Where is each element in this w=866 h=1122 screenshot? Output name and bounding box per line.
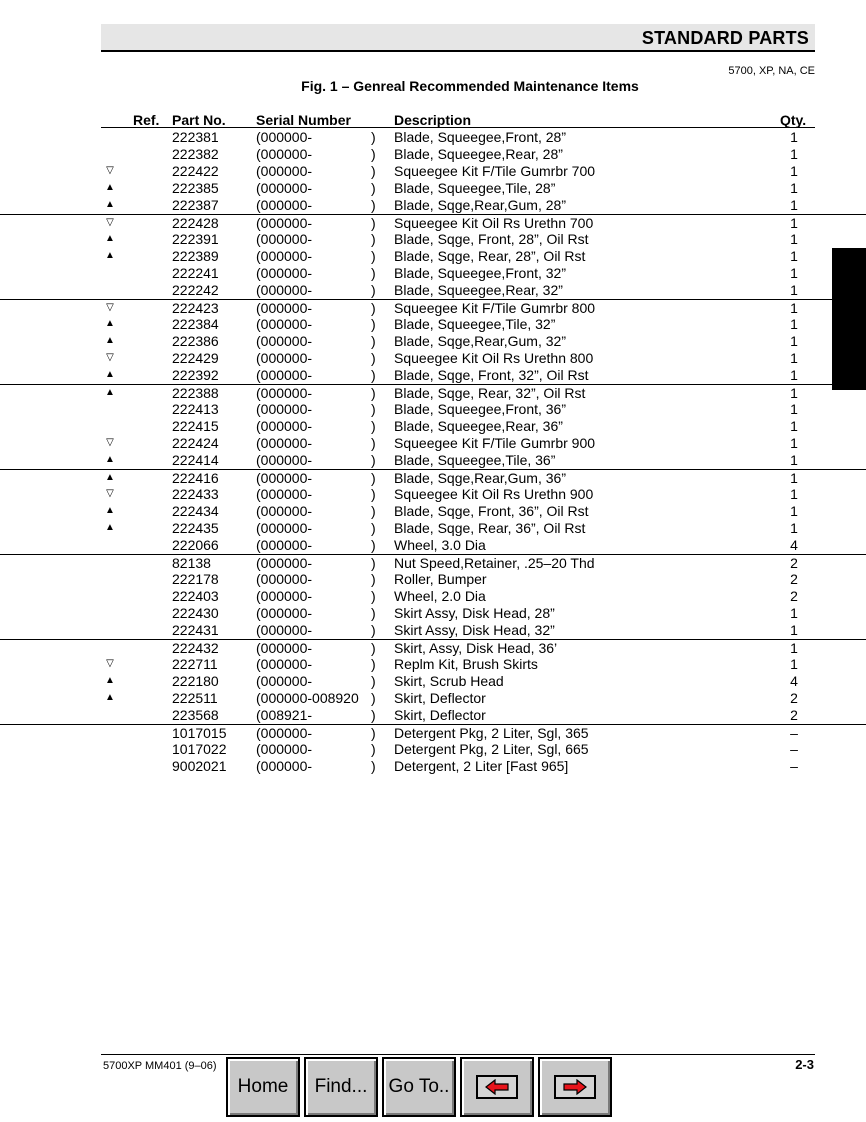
serial-number: (000000- <box>256 520 313 536</box>
description: Blade, Squeegee,Tile, 36” <box>394 452 556 468</box>
serial-number: (000000- <box>256 656 313 672</box>
model-tag: 5700, XP, NA, CE <box>728 65 815 77</box>
serial-close: ) <box>371 146 376 162</box>
footer-rule <box>101 1054 815 1055</box>
ref-marker: ▲ <box>105 182 115 193</box>
serial-close: ) <box>371 367 376 383</box>
part-number: 9002021 <box>172 758 227 774</box>
description: Squeegee Kit F/Tile Gumrbr 900 <box>394 435 596 451</box>
part-number: 222242 <box>172 282 219 298</box>
ref-marker: ▲ <box>105 505 115 516</box>
serial-close: ) <box>371 622 376 638</box>
ref-marker: ▽ <box>106 217 114 228</box>
serial-number: (000000- <box>256 129 313 145</box>
description: Blade, Sqge,Rear,Gum, 36” <box>394 470 566 486</box>
col-header-serial: Serial Number <box>256 112 351 128</box>
quantity: 1 <box>790 605 798 621</box>
quantity: 1 <box>790 401 798 417</box>
table-row <box>0 299 866 316</box>
part-number: 222414 <box>172 452 219 468</box>
table-row <box>0 469 866 486</box>
serial-number: (000000- <box>256 333 313 349</box>
quantity: 2 <box>790 571 798 587</box>
description: Blade, Sqge, Rear, 28”, Oil Rst <box>394 248 586 264</box>
quantity: 1 <box>790 163 798 179</box>
serial-close: ) <box>371 231 376 247</box>
description: Blade, Squeegee,Rear, 36” <box>394 418 563 434</box>
part-number: 222432 <box>172 640 219 656</box>
quantity: 1 <box>790 146 798 162</box>
table-row <box>0 588 866 605</box>
quantity: 2 <box>790 707 798 723</box>
quantity: 1 <box>790 197 798 213</box>
table-row <box>0 605 866 622</box>
nav-bar <box>226 1057 616 1121</box>
serial-number: (000000- <box>256 435 313 451</box>
quantity: 1 <box>790 333 798 349</box>
serial-number: (000000- <box>256 640 313 656</box>
quantity: 1 <box>790 350 798 366</box>
part-number: 222430 <box>172 605 219 621</box>
serial-close: ) <box>371 605 376 621</box>
table-row <box>0 129 866 146</box>
serial-number: (000000- <box>256 486 313 502</box>
quantity: 2 <box>790 588 798 604</box>
description: Squeegee Kit Oil Rs Urethn 900 <box>394 486 594 502</box>
quantity: – <box>790 725 798 741</box>
part-number: 222416 <box>172 470 219 486</box>
find-button[interactable]: Find... <box>304 1057 378 1117</box>
serial-close: ) <box>371 656 376 672</box>
serial-number: (000000- <box>256 197 313 213</box>
ref-marker: ▽ <box>106 488 114 499</box>
description: Blade, Sqge,Rear,Gum, 32” <box>394 333 566 349</box>
description: Replm Kit, Brush Skirts <box>394 656 538 672</box>
description: Blade, Sqge, Rear, 32”, Oil Rst <box>394 385 586 401</box>
quantity: 1 <box>790 622 798 638</box>
left-arrow-icon <box>476 1075 518 1099</box>
part-number: 222428 <box>172 215 219 231</box>
table-row <box>0 554 866 571</box>
serial-number: (000000- <box>256 265 313 281</box>
description: Squeegee Kit F/Tile Gumrbr 800 <box>394 300 596 316</box>
quantity: 1 <box>790 300 798 316</box>
description: Blade, Squeegee,Tile, 32” <box>394 316 556 332</box>
serial-close: ) <box>371 350 376 366</box>
table-row <box>0 163 866 180</box>
col-header-description: Description <box>394 112 472 128</box>
part-number: 222511 <box>172 690 218 706</box>
part-number: 222435 <box>172 520 219 536</box>
serial-close: ) <box>371 300 376 316</box>
serial-close: ) <box>371 520 376 536</box>
quantity: – <box>790 741 798 757</box>
quantity: 1 <box>790 231 798 247</box>
figure-title: Fig. 1 – Genreal Recommended Maintenance Items <box>301 78 639 94</box>
serial-close: ) <box>371 248 376 264</box>
table-row <box>0 282 866 299</box>
serial-number: (000000- <box>256 725 313 741</box>
serial-number: (000000- <box>256 350 313 366</box>
quantity: 1 <box>790 316 798 332</box>
description: Blade, Sqge, Rear, 36”, Oil Rst <box>394 520 586 536</box>
part-number: 222429 <box>172 350 219 366</box>
part-number: 222387 <box>172 197 219 213</box>
description: Wheel, 2.0 Dia <box>394 588 486 604</box>
serial-number: (000000- <box>256 605 313 621</box>
description: Blade, Squeegee,Rear, 32” <box>394 282 563 298</box>
table-row <box>0 571 866 588</box>
ref-marker: ▲ <box>105 318 115 329</box>
description: Blade, Sqge, Front, 28”, Oil Rst <box>394 231 589 247</box>
description: Detergent, 2 Liter [Fast 965] <box>394 758 569 774</box>
serial-number: (000000- <box>256 673 313 689</box>
table-row <box>0 520 866 537</box>
serial-number: (000000- <box>256 588 313 604</box>
serial-number: (000000- <box>256 452 313 468</box>
ref-marker: ▲ <box>105 692 115 703</box>
parts-table <box>0 129 866 775</box>
serial-close: ) <box>371 486 376 502</box>
serial-number: (000000- <box>256 741 313 757</box>
ref-marker: ▽ <box>106 658 114 669</box>
serial-number: (000000- <box>256 180 313 196</box>
serial-close: ) <box>371 470 376 486</box>
quantity: 1 <box>790 486 798 502</box>
part-number: 222241 <box>172 265 219 281</box>
serial-close: ) <box>371 640 376 656</box>
ref-marker: ▲ <box>105 233 115 244</box>
quantity: 1 <box>790 248 798 264</box>
description: Blade, Sqge,Rear,Gum, 28” <box>394 197 566 213</box>
quantity: 1 <box>790 503 798 519</box>
description: Squeegee Kit Oil Rs Urethn 700 <box>394 215 594 231</box>
serial-close: ) <box>371 163 376 179</box>
serial-number: (000000- <box>256 537 313 553</box>
serial-number: (000000- <box>256 367 313 383</box>
table-row <box>0 231 866 248</box>
part-number: 222389 <box>172 248 219 264</box>
col-header-qty: Qty. <box>780 112 807 128</box>
serial-close: ) <box>371 741 376 757</box>
quantity: 1 <box>790 265 798 281</box>
ref-marker: ▽ <box>106 165 114 176</box>
part-number: 222711 <box>172 656 218 672</box>
table-row <box>0 265 866 282</box>
serial-number: (000000- <box>256 571 313 587</box>
part-number: 1017022 <box>172 741 227 757</box>
description: Blade, Squeegee,Front, 36” <box>394 401 567 417</box>
part-number: 222403 <box>172 588 219 604</box>
table-row <box>0 401 866 418</box>
ref-marker: ▽ <box>106 437 114 448</box>
ref-marker: ▲ <box>105 472 115 483</box>
table-row <box>0 537 866 554</box>
description: Blade, Squeegee,Rear, 28” <box>394 146 563 162</box>
part-number: 222424 <box>172 435 219 451</box>
table-row <box>0 656 866 673</box>
serial-close: ) <box>371 316 376 332</box>
part-number: 82138 <box>172 555 211 571</box>
ref-marker: ▲ <box>105 250 115 261</box>
ref-marker: ▲ <box>105 387 115 398</box>
table-row <box>0 741 866 758</box>
ref-marker: ▲ <box>105 675 115 686</box>
quantity: 2 <box>790 555 798 571</box>
table-row <box>0 707 866 724</box>
quantity: 1 <box>790 129 798 145</box>
description: Skirt Assy, Disk Head, 28” <box>394 605 555 621</box>
previous-page-button[interactable] <box>460 1057 534 1117</box>
part-number: 222180 <box>172 673 219 689</box>
part-number: 222384 <box>172 316 219 332</box>
quantity: 4 <box>790 537 798 553</box>
description: Skirt, Scrub Head <box>394 673 504 689</box>
description: Blade, Squeegee,Front, 28” <box>394 129 567 145</box>
description: Blade, Sqge, Front, 36”, Oil Rst <box>394 503 589 519</box>
quantity: 1 <box>790 470 798 486</box>
table-row <box>0 690 866 707</box>
table-row <box>0 758 866 775</box>
quantity: 1 <box>790 520 798 536</box>
part-number: 222433 <box>172 486 219 502</box>
part-number: 222413 <box>172 401 219 417</box>
next-page-button[interactable] <box>538 1057 612 1117</box>
home-button[interactable]: Home <box>226 1057 300 1117</box>
serial-number: (000000- <box>256 300 313 316</box>
serial-number: (000000- <box>256 418 313 434</box>
description: Detergent Pkg, 2 Liter, Sgl, 665 <box>394 741 589 757</box>
part-number: 222381 <box>172 129 219 145</box>
ref-marker: ▲ <box>105 369 115 380</box>
serial-close: ) <box>371 690 376 706</box>
serial-number: (000000- <box>256 163 313 179</box>
quantity: 1 <box>790 452 798 468</box>
serial-number: (000000- <box>256 555 313 571</box>
quantity: 1 <box>790 435 798 451</box>
description: Roller, Bumper <box>394 571 487 587</box>
serial-close: ) <box>371 537 376 553</box>
doc-id: 5700XP MM401 (9–06) <box>103 1060 217 1072</box>
table-row <box>0 673 866 690</box>
part-number: 222415 <box>172 418 219 434</box>
quantity: 1 <box>790 418 798 434</box>
serial-number: (000000- <box>256 215 313 231</box>
table-row <box>0 248 866 265</box>
part-number: 222178 <box>172 571 219 587</box>
table-row <box>0 384 866 401</box>
ref-marker: ▲ <box>105 522 115 533</box>
table-row <box>0 146 866 163</box>
serial-close: ) <box>371 197 376 213</box>
description: Skirt, Assy, Disk Head, 36’ <box>394 640 558 656</box>
part-number: 1017015 <box>172 725 227 741</box>
part-number: 222423 <box>172 300 219 316</box>
part-number: 222386 <box>172 333 219 349</box>
page-number: 2-3 <box>795 1057 814 1072</box>
serial-number: (000000- <box>256 282 313 298</box>
part-number: 222385 <box>172 180 219 196</box>
description: Blade, Sqge, Front, 32”, Oil Rst <box>394 367 589 383</box>
quantity: 1 <box>790 656 798 672</box>
serial-number: (000000- <box>256 622 313 638</box>
description: Skirt, Deflector <box>394 707 486 723</box>
table-row <box>0 367 866 384</box>
ref-marker: ▽ <box>106 302 114 313</box>
table-row <box>0 214 866 231</box>
table-row <box>0 452 866 469</box>
serial-close: ) <box>371 725 376 741</box>
part-number: 223568 <box>172 707 219 723</box>
serial-close: ) <box>371 418 376 434</box>
part-number: 222431 <box>172 622 219 638</box>
serial-number: (000000- <box>256 231 313 247</box>
description: Squeegee Kit F/Tile Gumrbr 700 <box>394 163 596 179</box>
serial-number: (000000- <box>256 146 313 162</box>
part-number: 222388 <box>172 385 219 401</box>
col-header-part: Part No. <box>172 112 226 128</box>
serial-close: ) <box>371 588 376 604</box>
table-row <box>0 316 866 333</box>
quantity: 1 <box>790 640 798 656</box>
page-title: STANDARD PARTS <box>641 28 809 48</box>
quantity: 4 <box>790 673 798 689</box>
serial-number: (000000- <box>256 401 313 417</box>
part-number: 222391 <box>172 231 219 247</box>
serial-close: ) <box>371 707 376 723</box>
table-row <box>0 180 866 197</box>
table-row <box>0 418 866 435</box>
serial-close: ) <box>371 758 376 774</box>
ref-marker: ▲ <box>105 335 115 346</box>
serial-number: (000000- <box>256 470 313 486</box>
serial-close: ) <box>371 385 376 401</box>
serial-close: ) <box>371 435 376 451</box>
description: Blade, Squeegee,Front, 32” <box>394 265 567 281</box>
table-row <box>0 486 866 503</box>
table-row <box>0 622 866 639</box>
table-row <box>0 724 866 741</box>
description: Wheel, 3.0 Dia <box>394 537 486 553</box>
quantity: 2 <box>790 690 798 706</box>
part-number: 222422 <box>172 163 219 179</box>
serial-close: ) <box>371 333 376 349</box>
serial-close: ) <box>371 673 376 689</box>
serial-close: ) <box>371 129 376 145</box>
table-row <box>0 197 866 214</box>
serial-close: ) <box>371 401 376 417</box>
serial-number: (000000-008920 <box>256 690 359 706</box>
quantity: 1 <box>790 180 798 196</box>
table-row <box>0 435 866 452</box>
description: Nut Speed,Retainer, .25–20 Thd <box>394 555 595 571</box>
serial-close: ) <box>371 452 376 468</box>
description: Blade, Squeegee,Tile, 28” <box>394 180 556 196</box>
serial-number: (000000- <box>256 758 313 774</box>
ref-marker: ▽ <box>106 352 114 363</box>
quantity: 1 <box>790 367 798 383</box>
description: Skirt Assy, Disk Head, 32” <box>394 622 555 638</box>
serial-number: (000000- <box>256 503 313 519</box>
right-arrow-icon <box>554 1075 596 1099</box>
serial-number: (008921- <box>256 707 313 723</box>
ref-marker: ▲ <box>105 199 115 210</box>
serial-close: ) <box>371 265 376 281</box>
table-row <box>0 350 866 367</box>
quantity: 1 <box>790 215 798 231</box>
serial-close: ) <box>371 555 376 571</box>
serial-number: (000000- <box>256 248 313 264</box>
part-number: 222434 <box>172 503 219 519</box>
col-header-ref: Ref. <box>133 112 160 128</box>
serial-close: ) <box>371 571 376 587</box>
goto-button[interactable]: Go To.. <box>382 1057 456 1117</box>
serial-close: ) <box>371 180 376 196</box>
serial-close: ) <box>371 282 376 298</box>
table-header <box>0 112 866 128</box>
description: Skirt, Deflector <box>394 690 486 706</box>
quantity: 1 <box>790 385 798 401</box>
part-number: 222392 <box>172 367 219 383</box>
part-number: 222066 <box>172 537 219 553</box>
serial-close: ) <box>371 215 376 231</box>
quantity: – <box>790 758 798 774</box>
serial-number: (000000- <box>256 316 313 332</box>
table-row <box>0 639 866 656</box>
description: Squeegee Kit Oil Rs Urethn 800 <box>394 350 594 366</box>
quantity: 1 <box>790 282 798 298</box>
serial-close: ) <box>371 503 376 519</box>
table-row <box>0 503 866 520</box>
table-row <box>0 333 866 350</box>
description: Detergent Pkg, 2 Liter, Sgl, 365 <box>394 725 589 741</box>
header-bar <box>101 24 815 52</box>
part-number: 222382 <box>172 146 219 162</box>
serial-number: (000000- <box>256 385 313 401</box>
ref-marker: ▲ <box>105 454 115 465</box>
header-rule <box>101 127 815 128</box>
